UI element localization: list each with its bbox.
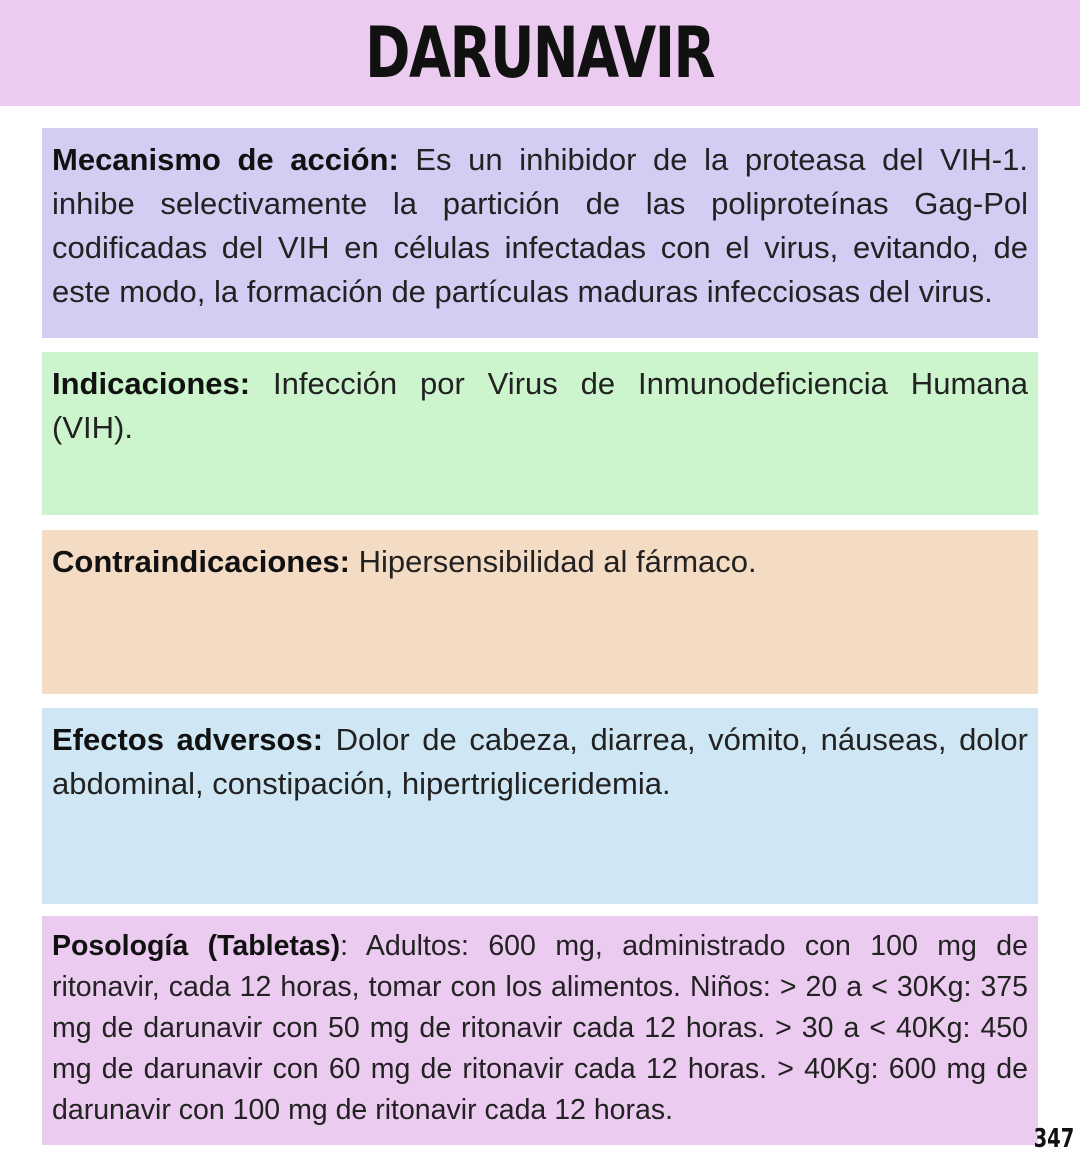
section-adverse-effects-label: Efectos adversos:: [52, 722, 324, 757]
section-adverse-effects-paragraph: [52, 718, 1028, 806]
section-mechanism-paragraph: [52, 138, 1028, 314]
section-indications-paragraph: [52, 362, 1028, 450]
section-adverse-effects-text: Dolor de cabeza, diarrea, vómito, náuseas, dolor abdominal, constipación, hipertrigliceridemia.: [52, 722, 1029, 801]
section-dosage-text: : Adultos: 600 mg, administrado con 100 mg de ritonavir, cada 12 horas, tomar con los alimentos. Niños: > 20 a < 30Kg: 375 mg de darunavir con 50 mg de ritonavir cada 12 horas. > 30 a < 40Kg: 450 mg de darunavir con 60 mg de ritonavir cada 12 horas. > 40Kg: 600 mg de darunavir con 100 mg de ritonavir cada 12 horas.: [52, 930, 1028, 1126]
section-mechanism-label: Mecanismo de acción:: [52, 142, 399, 177]
section-indications-text: Infección por Virus de Inmunodeficiencia Humana (VIH).: [52, 366, 1028, 445]
section-adverse-effects: [42, 708, 1038, 904]
page-number: 347: [1033, 1124, 1074, 1154]
section-dosage: [42, 916, 1038, 1145]
section-contraindications: [42, 530, 1038, 694]
section-dosage-label: Posología (Tabletas): [52, 930, 341, 962]
section-contraindications-text: Hipersensibilidad al fármaco.: [350, 544, 757, 579]
title-banner: [0, 0, 1080, 106]
section-mechanism-text: Es un inhibidor de la proteasa del VIH-1. inhibe selectivamente la partición de las poliproteínas Gag-Pol codificadas del VIH en células infectadas con el virus, evitando, de este modo, la formación de partículas maduras infecciosas del virus.: [52, 142, 1028, 309]
section-contraindications-paragraph: [52, 540, 1028, 584]
section-indications: [42, 352, 1038, 515]
section-contraindications-label: Contraindicaciones:: [52, 544, 350, 579]
section-mechanism: [42, 128, 1038, 338]
page-title: DARUNAVIR: [365, 12, 715, 94]
section-indications-label: Indicaciones:: [52, 366, 251, 401]
section-dosage-paragraph: [52, 926, 1028, 1131]
